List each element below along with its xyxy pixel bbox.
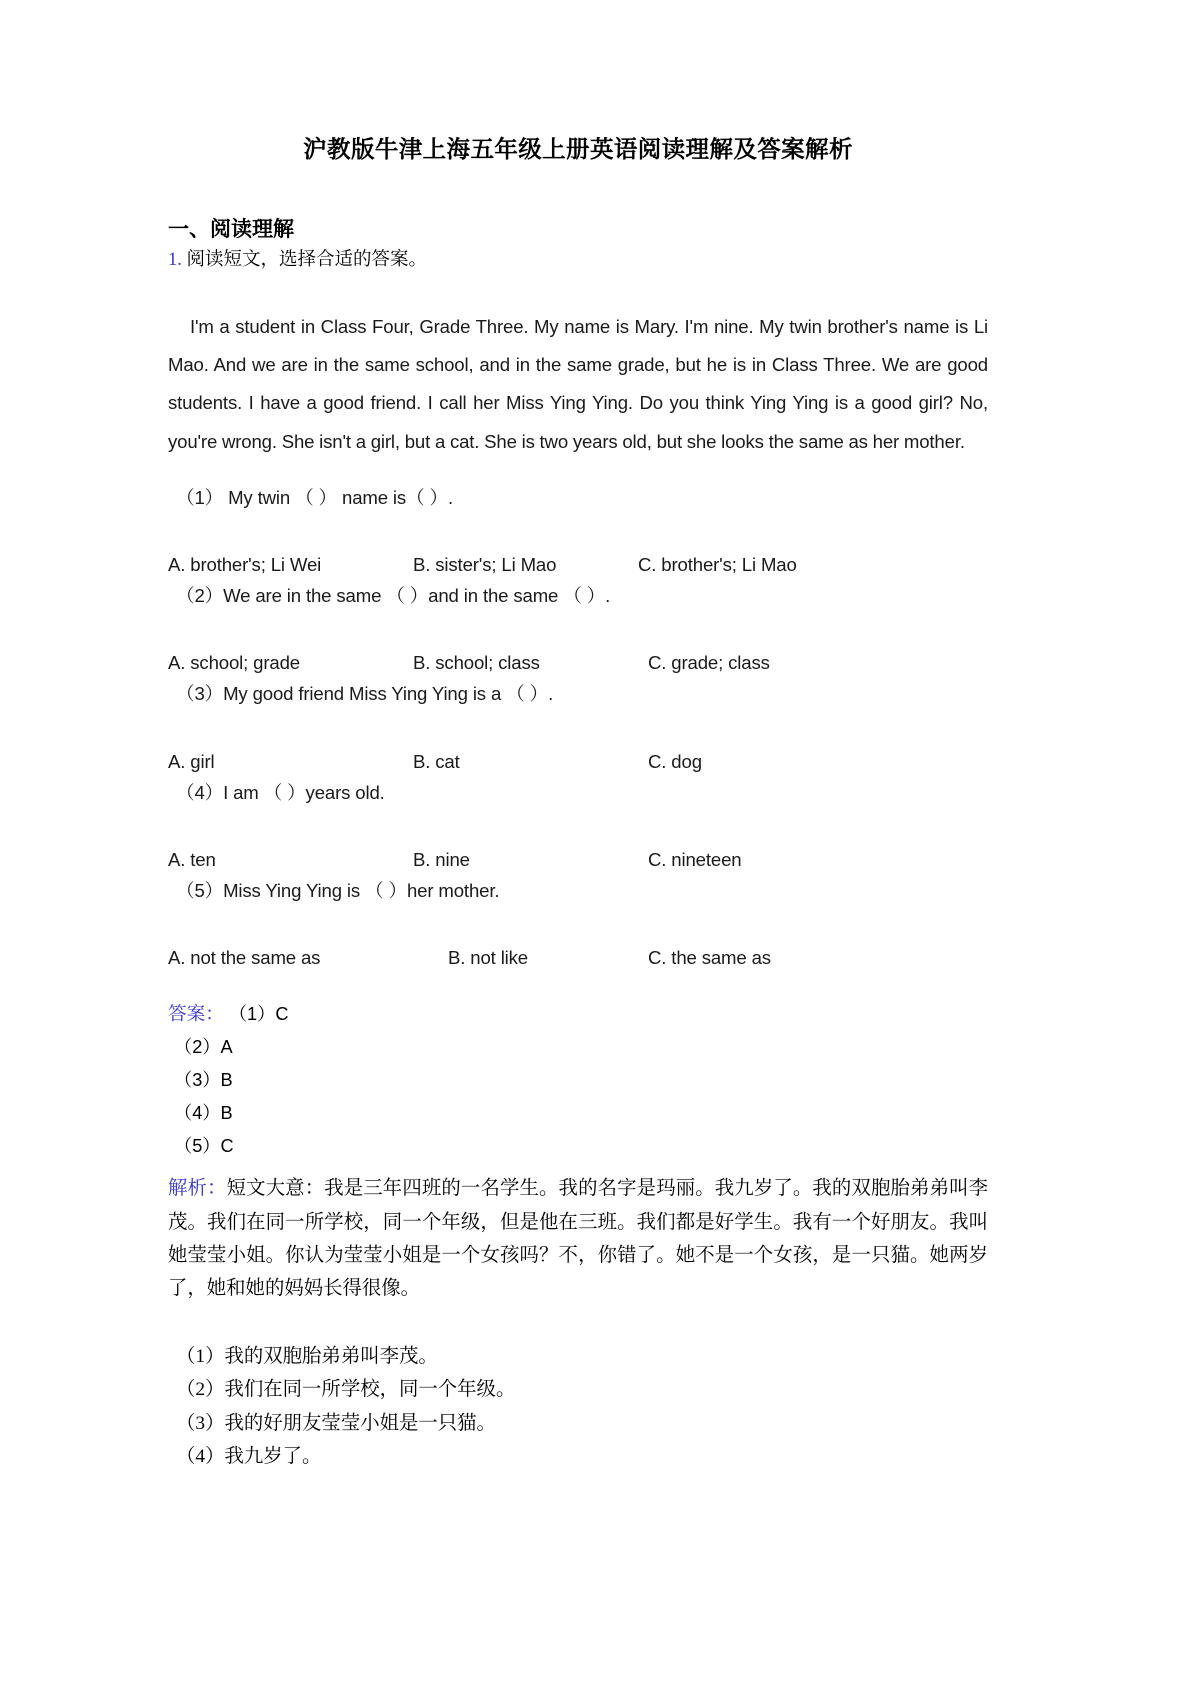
answer-line-1 [168,998,988,1031]
answers-block [168,998,988,1163]
question-instruction-line [168,242,988,275]
document-content [168,0,988,1473]
option-row-3 [168,748,988,774]
option-row-4 [168,846,988,872]
section-heading: 一、阅读理解 [168,217,294,242]
option-2-c[interactable]: C. grade; class [648,652,770,674]
option-4-b[interactable]: B. nine [413,848,470,870]
question-stem-3: （3）My good friend Miss Ying Ying is a （ ）. [176,683,554,705]
option-5-a[interactable]: A. not the same as [168,946,321,968]
option-1-a[interactable]: A. brother's; Li Wei [168,554,322,576]
question-stem-4: （4）I am （ ）years old. [176,781,385,803]
option-row-1 [168,551,988,577]
question-stem-1: （1） My twin （ ） name is（ ）. [176,487,453,509]
option-1-c[interactable]: C. brother's; Li Mao [638,554,797,576]
question-number: 1. [168,250,182,271]
option-row-2 [168,649,988,675]
option-3-b[interactable]: B. cat [413,750,460,772]
translation-line-2: （2）我们在同一所学校，同一个年级。 [176,1379,516,1401]
translation-line-3: （3）我的好朋友莹莹小姐是一只猫。 [176,1412,496,1434]
answer-line-3: （3）B [174,1070,233,1090]
reading-passage: I'm a student in Class Four, Grade Three. My name is Mary. I'm nine. My twin brother's name is Li Mao. And we are in the same school, and in the same grade, but he is in Class Three. We are good students. I have a good friend. I call her Miss Ying Ying. Do you think Ying Ying is a good girl? No, you're wrong. She isn't a girl, but a cat. She is two years old, but she looks the same as her mother. [168,316,988,452]
option-2-a[interactable]: A. school; grade [168,652,300,674]
option-4-a[interactable]: A. ten [168,848,216,870]
answer-value-1: （1）C [228,1003,289,1024]
option-1-b[interactable]: B. sister's; Li Mao [413,554,557,576]
explanation-label: 解析： [168,1178,227,1200]
page-title: 沪教版牛津上海五年级上册英语阅读理解及答案解析 [303,137,853,163]
translation-line-1: （1）我的双胞胎弟弟叫李茂。 [176,1345,438,1367]
translation-list [168,1340,988,1474]
option-3-a[interactable]: A. girl [168,750,215,772]
option-3-c[interactable]: C. dog [648,750,702,772]
translation-line-4: （4）我九岁了。 [176,1445,322,1467]
option-2-b[interactable]: B. school; class [413,652,540,674]
answer-line-2: （2）A [174,1037,233,1058]
option-5-b[interactable]: B. not like [448,946,528,968]
explanation-paragraph [168,1172,988,1306]
option-5-c[interactable]: C. the same as [648,946,771,968]
question-instruction-text: 阅读短文，选择合适的答案。 [186,250,428,271]
question-stem-5: （5）Miss Ying Ying is （ ）her mother. [176,879,500,901]
answer-line-5: （5）C [174,1135,234,1156]
answer-label: 答案： [168,1003,224,1025]
option-row-5 [168,944,988,970]
answer-line-4: （4）B [174,1102,233,1123]
option-4-c[interactable]: C. nineteen [648,848,742,870]
explanation-text: 短文大意：我是三年四班的一名学生。我的名字是玛丽。我九岁了。我的双胞胎弟弟叫李茂。我们在同一所学校，同一个年级，但是他在三班。我们都是好学生。我有一个好朋友。我叫她莹莹小姐。你认为莹莹小姐是一个女孩吗？不，你错了。她不是一个女孩，是一只猫。她两岁了，她和她的妈妈长得很像。 [168,1178,989,1300]
question-stem-2: （2）We are in the same （ ）and in the same （ ）. [176,585,611,607]
